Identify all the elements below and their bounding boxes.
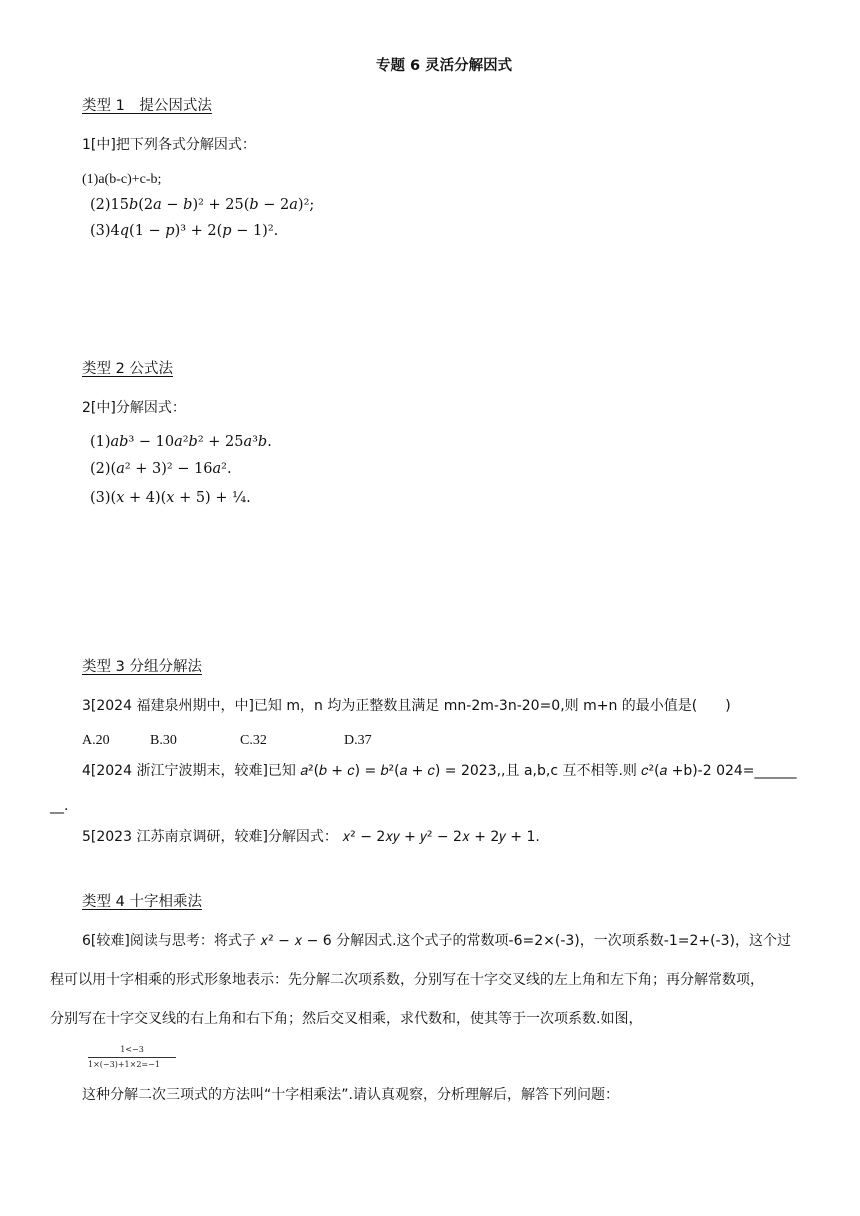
figure-bottom-text: 1×(−3)+1×2=−1 (88, 1060, 160, 1069)
problem-4-stem: 4[2024 浙江宁波期末，较难]已知 𝑎²(𝑏 + 𝑐) = 𝑏²(𝑎 + 𝑐) = 2023,,且 a,b,c 互不相等.则 𝑐²(𝑎 +b)-2 024=______ (82, 763, 797, 779)
option-d: D.37 (344, 733, 372, 748)
figure-divider (88, 1057, 176, 1058)
section-heading-4: 类型 4 十字相乘法 (82, 894, 202, 910)
option-c: C.32 (240, 733, 267, 748)
section-heading-3: 类型 3 分组分解法 (82, 659, 202, 675)
figure-top-text: 1<−3 (120, 1045, 144, 1054)
page-title: 专题 6 灵活分解因式 (376, 58, 513, 74)
problem-3-stem: 3[2024 福建泉州期中，中]已知 m，n 均为正整数且满足 mn-2m-3n-20=0,则 m+n 的最小值是( ) (82, 698, 731, 714)
problem-1-stem: 1[中]把下列各式分解因式： (82, 137, 256, 153)
problem-6-line-2: 程可以用十字相乘的形式形象地表示：先分解二次项系数，分别写在十字交叉线的左上角和左下角；再分解常数项， (50, 972, 764, 988)
option-a: A.20 (82, 733, 110, 748)
problem-5-stem: 5[2023 江苏南京调研，较难]分解因式： 𝑥² − 2𝑥𝑦 + 𝑦² − 2𝑥 + 2𝑦 + 1. (82, 829, 540, 845)
problem-1-item-3: (3)4𝑞(1 − 𝑝)³ + 2(𝑝 − 1)². (90, 223, 279, 239)
problem-4-blank-continuation: __. (50, 798, 69, 814)
section-heading-1: 类型 1 提公因式法 (82, 98, 212, 114)
problem-1-item-1: (1)a(b-c)+c-b; (82, 172, 162, 187)
problem-2-item-3: (3)(𝑥 + 4)(𝑥 + 5) + ¼. (90, 490, 251, 506)
option-b: B.30 (150, 733, 177, 748)
problem-6-line-1: 6[较难]阅读与思考：将式子 𝑥² − 𝑥 − 6 分解因式.这个式子的常数项-6=2×(-3)，一次项系数-1=2+(-3)，这个过 (82, 933, 791, 949)
cross-multiplication-figure (88, 1045, 178, 1073)
problem-2-stem: 2[中]分解因式： (82, 400, 186, 416)
problem-6-line-3: 分别写在十字交叉线的右上角和右下角；然后交叉相乘，求代数和，使其等于一次项系数.如图， (50, 1011, 643, 1027)
section-heading-2: 类型 2 公式法 (82, 361, 173, 377)
problem-2-item-1: (1)𝑎𝑏³ − 10𝑎²𝑏² + 25𝑎³𝑏. (90, 434, 272, 450)
problem-1-item-2: (2)15𝑏(2𝑎 − 𝑏)² + 25(𝑏 − 2𝑎)²; (90, 197, 315, 213)
problem-2-item-2: (2)(𝑎² + 3)² − 16𝑎². (90, 461, 232, 477)
problem-6-closing: 这种分解二次三项式的方法叫“十字相乘法”.请认真观察，分析理解后，解答下列问题： (82, 1087, 619, 1103)
